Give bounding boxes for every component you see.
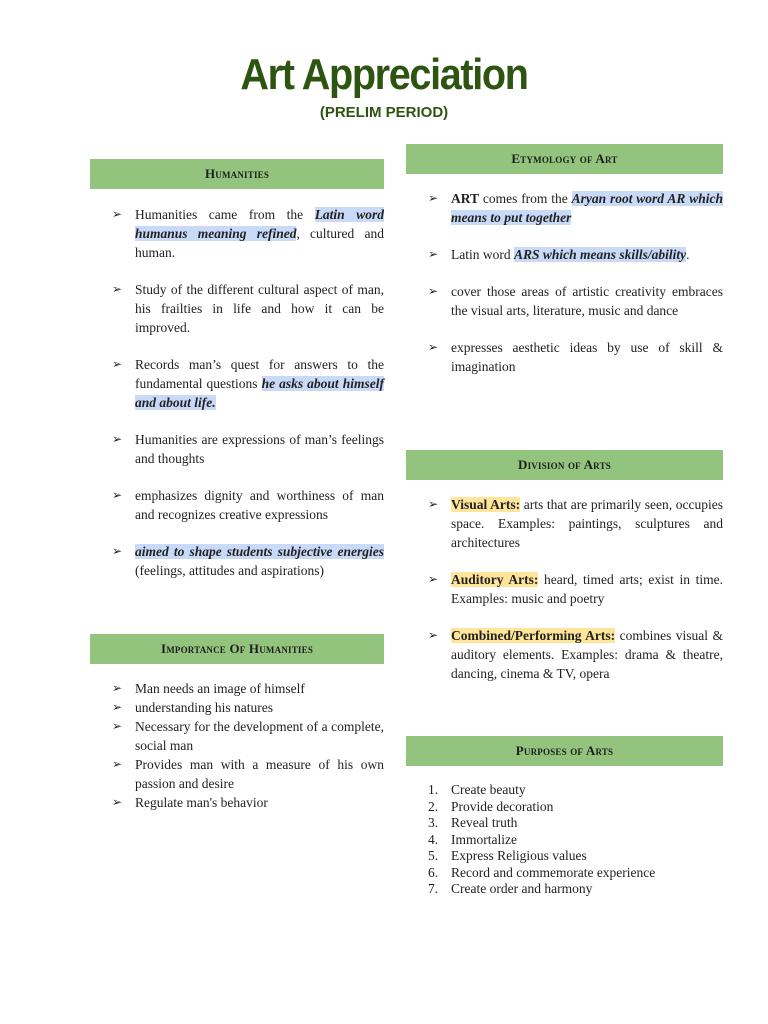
list-item: ➢ expresses aesthetic ideas by use of skill & imagination [428, 340, 723, 374]
importance-section [90, 634, 384, 664]
arrow-bullet-icon: ➢ [112, 544, 123, 558]
list-item: 5. Express Religious values [428, 848, 587, 863]
importance-header: Importance Of Humanities [90, 634, 384, 664]
list-item: ➢ Humanities are expressions of man’s feelings and thoughts [112, 432, 384, 466]
arrow-bullet-icon: ➢ [428, 191, 439, 205]
division-section [406, 450, 723, 480]
arrow-bullet-icon: ➢ [112, 432, 123, 446]
list-item: ➢ aimed to shape students subjective energies (feelings, attitudes and aspirations) [112, 544, 384, 578]
arrow-bullet-icon: ➢ [112, 719, 123, 733]
list-item: ➢ Combined/Performing Arts: combines visual & auditory elements. Examples: drama & theatre, dancing, cinema & TV, opera [428, 628, 723, 681]
list-item: ➢ Records man’s quest for answers to the fundamental questions he asks about himself and about life. [112, 357, 384, 410]
list-item: 6. Record and commemorate experience [428, 864, 656, 880]
arrow-bullet-icon: ➢ [428, 284, 439, 298]
purposes-section [406, 736, 723, 766]
list-item: 2. Provide decoration [428, 798, 554, 814]
etymology-section [406, 144, 723, 174]
list-item: ➢ ART comes from the Aryan root word AR which means to put together [428, 191, 723, 225]
arrow-bullet-icon: ➢ [112, 681, 123, 695]
list-item: 1. Create beauty [428, 782, 526, 797]
etymology-header: Etymology of Art [406, 144, 723, 174]
list-item: ➢ Necessary for the development of a complete, social man [112, 719, 384, 753]
page-title: Art Appreciation [240, 50, 528, 99]
list-item: ➢ Man needs an image of himself [112, 681, 305, 696]
purposes-list [406, 782, 723, 898]
list-item: ➢ Auditory Arts: heard, timed arts; exist in time. Examples: music and poetry [428, 572, 723, 606]
list-item: ➢ Humanities came from the Latin word humanus meaning refined, cultured and human. [112, 207, 385, 260]
list-item: ➢ emphasizes dignity and worthiness of man and recognizes creative expressions [112, 488, 384, 522]
list-item: ➢ Latin word ARS which means skills/ability. [428, 247, 690, 262]
list-item: 7. Create order and harmony [428, 881, 593, 896]
page-subtitle: (PRELIM PERIOD) [319, 104, 449, 121]
arrow-bullet-icon: ➢ [112, 795, 123, 809]
humanities-section [90, 159, 384, 189]
arrow-bullet-icon: ➢ [428, 572, 439, 586]
arrow-bullet-icon: ➢ [428, 628, 439, 642]
list-item: ➢ Provides man with a measure of his own passion and desire [112, 757, 384, 791]
arrow-bullet-icon: ➢ [112, 282, 123, 296]
arrow-bullet-icon: ➢ [428, 497, 439, 511]
humanities-list [90, 205, 384, 580]
humanities-header: Humanities [90, 159, 384, 189]
etymology-list [406, 189, 723, 376]
division-list [406, 495, 723, 683]
list-item: 4. Immortalize [428, 831, 517, 847]
list-item: ➢ cover those areas of artistic creativity embraces the visual arts, literature, music and dance [428, 284, 723, 318]
purposes-header: Purposes of Arts [406, 736, 723, 766]
arrow-bullet-icon: ➢ [112, 357, 123, 371]
arrow-bullet-icon: ➢ [428, 247, 439, 261]
list-item: ➢ Regulate man's behavior [112, 795, 268, 810]
list-item: ➢ Visual Arts: arts that are primarily seen, occupies space. Examples: paintings, sculptures and architectures [428, 497, 723, 550]
importance-list [90, 679, 384, 812]
arrow-bullet-icon: ➢ [112, 207, 123, 221]
division-header: Division of Arts [406, 450, 723, 480]
list-item: ➢ Study of the different cultural aspect of man, his frailties in life and how it can be improved. [112, 282, 384, 335]
list-item: 3. Reveal truth [428, 815, 518, 830]
arrow-bullet-icon: ➢ [112, 757, 123, 771]
list-item: ➢ understanding his natures [112, 700, 273, 715]
arrow-bullet-icon: ➢ [428, 340, 439, 354]
arrow-bullet-icon: ➢ [112, 488, 123, 502]
arrow-bullet-icon: ➢ [112, 700, 123, 714]
